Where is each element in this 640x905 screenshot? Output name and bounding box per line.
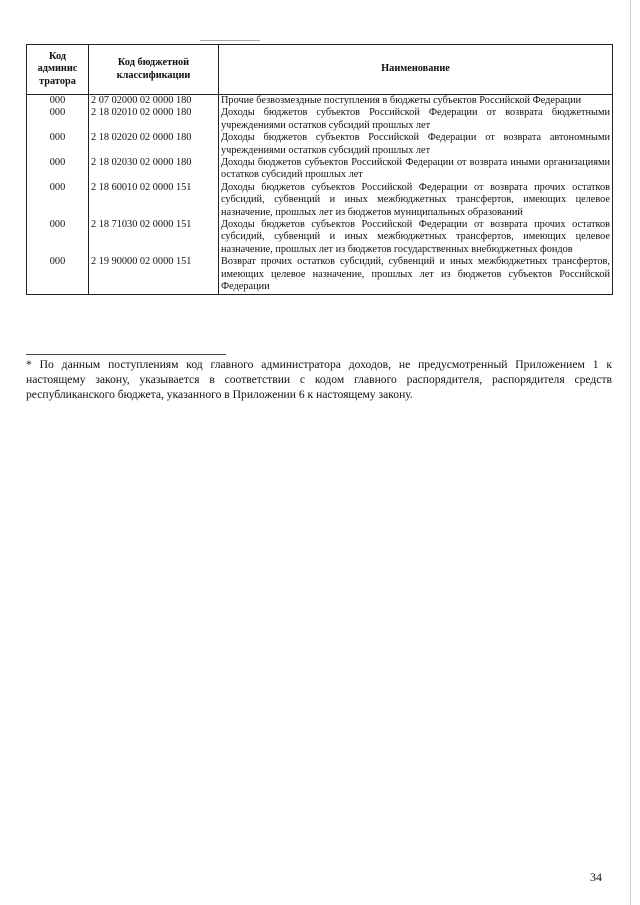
budget-code-cell: 2 19 90000 02 0000 151 [89, 256, 219, 294]
budget-classification-table [26, 44, 613, 295]
budget-code-cell: 2 07 02000 02 0000 180 [89, 95, 219, 108]
admin-code-cell: 000 [27, 256, 89, 294]
header-admin-code: Код админис тратора [27, 45, 89, 95]
name-cell: Прочие безвозмездные поступления в бюджеты субъектов Российской Федерации [219, 95, 613, 108]
table-row [27, 157, 613, 182]
table-row [27, 132, 613, 157]
table-row [27, 107, 613, 132]
table-row [27, 219, 613, 256]
name-cell: Доходы бюджетов субъектов Российской Федерации от возврата прочих остатков субсидий, субвенций и иных межбюджетных трансфертов, имеющих целевое назначение, прошлых лет из бюджетов муниципальных образований [219, 182, 613, 219]
admin-code-cell: 000 [27, 132, 89, 157]
table-header-row [27, 45, 613, 95]
name-cell: Доходы бюджетов субъектов Российской Федерации от возврата прочих остатков субсидий, субвенций и иных межбюджетных трансфертов, имеющих целевое назначение, прошлых лет из бюджетов государственных внебюджетных фондов [219, 219, 613, 256]
table-row [27, 182, 613, 219]
footnote-text: * По данным поступлениям код главного администратора доходов, не предусмотренный Приложением 1 к настоящему закону, указывается в соответствии с кодом главного распорядителя, распорядителя средств республиканского бюджета, указанного в Приложении 6 к настоящему закону. [26, 358, 612, 401]
name-cell: Доходы бюджетов субъектов Российской Федерации от возврата иными организациями остатков субсидий прошлых лет [219, 157, 613, 182]
name-cell: Доходы бюджетов субъектов Российской Федерации от возврата автономными учреждениями остатков субсидий прошлых лет [219, 132, 613, 157]
admin-code-cell: 000 [27, 107, 89, 132]
header-budget-code: Код бюджетной классификации [89, 45, 219, 95]
admin-code-cell: 000 [27, 182, 89, 219]
footnote-separator [26, 354, 226, 355]
admin-code-cell: 000 [27, 157, 89, 182]
header-dash [200, 40, 260, 41]
budget-code-cell: 2 18 02030 02 0000 180 [89, 157, 219, 182]
admin-code-cell: 000 [27, 219, 89, 256]
name-cell: Возврат прочих остатков субсидий, субвенций и иных межбюджетных трансфертов, имеющих целевое назначение, прошлых лет из бюджетов субъектов Российской Федерации [219, 256, 613, 294]
header-name: Наименование [219, 45, 613, 95]
budget-code-cell: 2 18 02010 02 0000 180 [89, 107, 219, 132]
name-cell: Доходы бюджетов субъектов Российской Федерации от возврата бюджетными учреждениями остатков субсидий прошлых лет [219, 107, 613, 132]
table-row [27, 95, 613, 108]
budget-code-cell: 2 18 60010 02 0000 151 [89, 182, 219, 219]
table-row [27, 256, 613, 294]
page-number: 34 [590, 870, 602, 884]
page-edge-line [630, 0, 631, 905]
table-body [27, 95, 613, 295]
admin-code-cell: 000 [27, 95, 89, 108]
budget-code-cell: 2 18 71030 02 0000 151 [89, 219, 219, 256]
budget-code-cell: 2 18 02020 02 0000 180 [89, 132, 219, 157]
